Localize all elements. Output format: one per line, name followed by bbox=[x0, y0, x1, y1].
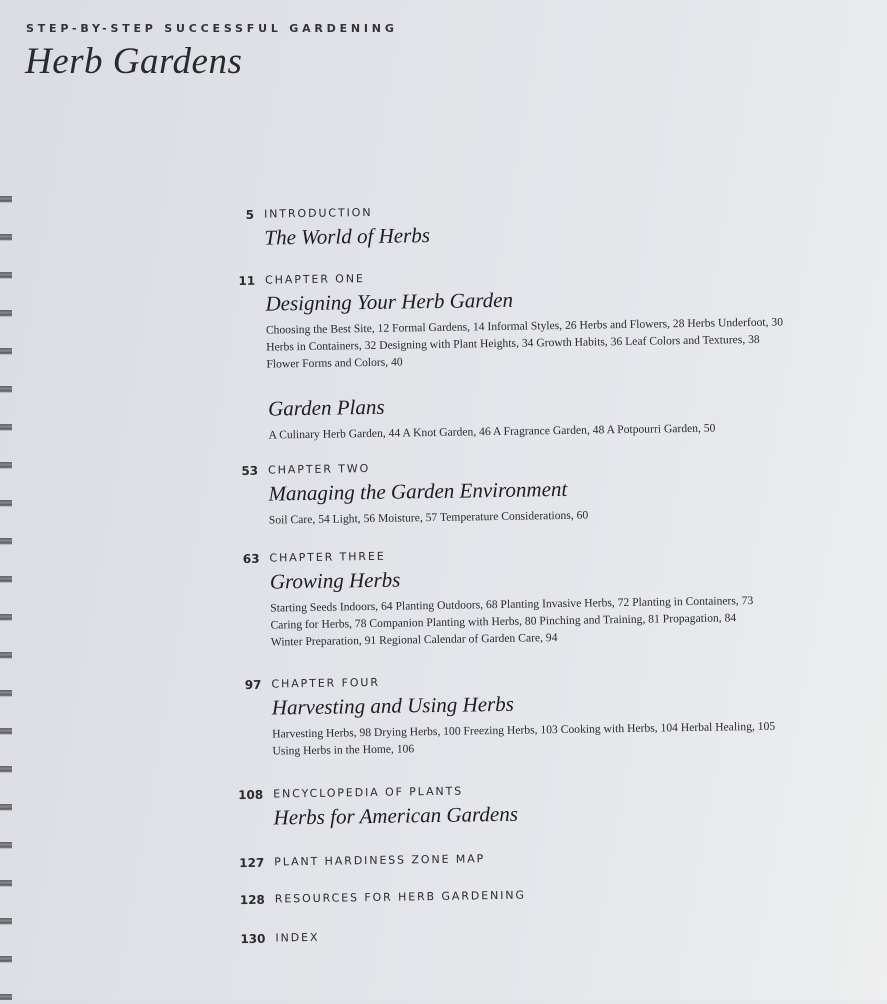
section-title: Designing Your Herb Garden bbox=[265, 287, 514, 316]
section-title: Harvesting and Using Herbs bbox=[271, 691, 515, 720]
section-label: CHAPTER ONE bbox=[265, 272, 365, 287]
toc-entry-chapter-one[interactable] bbox=[238, 265, 784, 372]
page-number: 127 bbox=[239, 855, 265, 871]
topic-line: Using Herbs in the Home, 106 bbox=[272, 742, 415, 758]
toc-entry-chapter-three[interactable] bbox=[242, 544, 754, 651]
section-title: Herbs for American Gardens bbox=[273, 801, 519, 830]
section-label: CHAPTER TWO bbox=[267, 461, 371, 477]
topic-list bbox=[272, 718, 775, 760]
page-number: 108 bbox=[238, 787, 264, 803]
toc-entry-chapter-two[interactable] bbox=[241, 459, 589, 529]
page-number: 128 bbox=[239, 892, 265, 908]
section-title: Garden Plans bbox=[267, 394, 385, 421]
section-title: Managing the Garden Environment bbox=[268, 476, 568, 506]
toc-entry-encyclopedia[interactable] bbox=[238, 784, 519, 831]
page-number: 63 bbox=[242, 551, 260, 566]
section-label: CHAPTER THREE bbox=[269, 549, 386, 565]
topic-line: A Culinary Herb Garden, 44 A Knot Garden, 46 A Fragrance Garden, 48 A Potpourri Garden, 50 bbox=[268, 421, 716, 442]
section-label: PLANT HARDINESS ZONE MAP bbox=[274, 852, 486, 869]
topic-list bbox=[268, 420, 715, 444]
toc-entry-garden-plans[interactable] bbox=[268, 386, 716, 444]
topic-line: Choosing the Best Site, 12 Formal Gardens, 14 Informal Styles, 26 Herbs and Flowers, 28 Herbs Underfoot, 30 bbox=[265, 315, 784, 337]
section-label: RESOURCES FOR HERB GARDENING bbox=[274, 888, 526, 906]
section-label: ENCYCLOPEDIA OF PLANTS bbox=[273, 784, 464, 801]
topic-line: Soil Care, 54 Light, 56 Moisture, 57 Temperature Considerations, 60 bbox=[268, 508, 589, 527]
page-number: 97 bbox=[244, 677, 262, 692]
topic-list bbox=[266, 313, 784, 372]
page-number: 53 bbox=[241, 463, 259, 479]
section-label: INDEX bbox=[275, 930, 320, 945]
topic-line: Caring for Herbs, 78 Companion Planting with Herbs, 80 Pinching and Training, 81 Propagation, 84 bbox=[270, 611, 737, 632]
page-number: 130 bbox=[240, 931, 266, 947]
book-title: Herb Gardens bbox=[25, 41, 243, 82]
topic-list bbox=[270, 592, 754, 651]
toc-entry-introduction[interactable] bbox=[245, 205, 431, 251]
topic-line: Harvesting Herbs, 98 Drying Herbs, 100 Freezing Herbs, 103 Cooking with Herbs, 104 Herbal Healing, 105 bbox=[272, 719, 776, 741]
topic-list bbox=[269, 507, 589, 529]
page-number: 5 bbox=[245, 207, 255, 222]
toc-entry-chapter-four[interactable] bbox=[244, 670, 776, 760]
series-title: STEP-BY-STEP SUCCESSFUL GARDENING bbox=[26, 22, 398, 35]
section-title: Growing Herbs bbox=[269, 567, 401, 594]
toc-entry-resources[interactable] bbox=[239, 888, 526, 908]
topic-line: Herbs in Containers, 32 Designing with Plant Heights, 34 Growth Habits, 36 Leaf Colors and Textures, 38 bbox=[266, 332, 760, 354]
topic-line: Winter Preparation, 91 Regional Calendar of Garden Care, 94 bbox=[270, 631, 558, 649]
toc-entry-zone-map[interactable] bbox=[239, 852, 486, 871]
section-label: CHAPTER FOUR bbox=[271, 675, 380, 691]
toc-entry-index[interactable] bbox=[240, 930, 320, 947]
topic-line: Starting Seeds Indoors, 64 Planting Outdoors, 68 Planting Invasive Herbs, 72 Planting in Containers, 73 bbox=[270, 593, 754, 615]
section-title: The World of Herbs bbox=[264, 223, 431, 250]
topic-line: Flower Forms and Colors, 40 bbox=[266, 355, 403, 371]
section-label: INTRODUCTION bbox=[263, 205, 373, 221]
page-number: 11 bbox=[238, 273, 256, 289]
